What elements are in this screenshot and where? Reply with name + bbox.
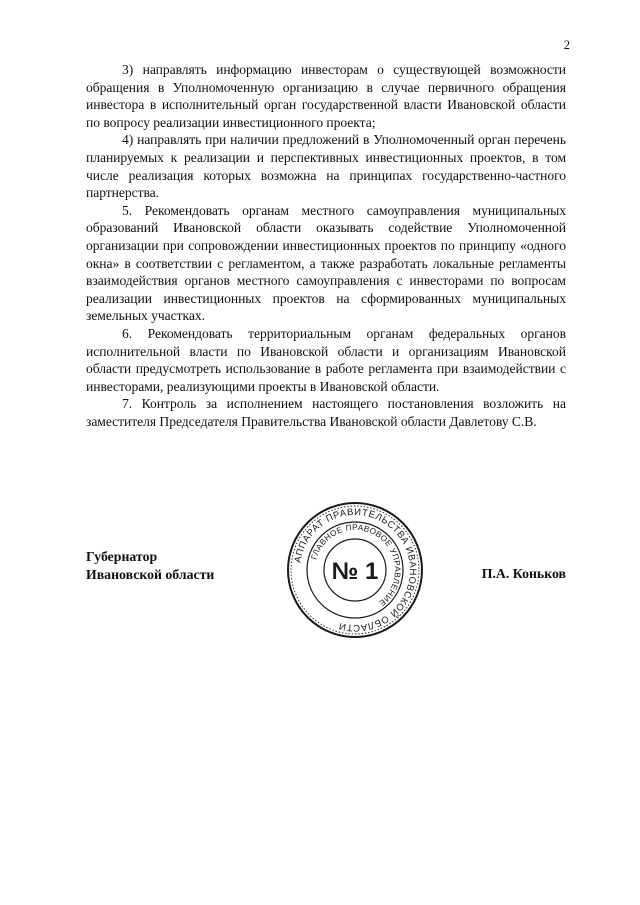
paragraph-clause-7: 7. Контроль за исполнением настоящего постановления возложить на заместителя Председателя Правительства Ивановской области Давлетову С.В. <box>86 396 566 429</box>
signatory-position-line2: Ивановской области <box>86 566 215 582</box>
signatory-name: П.А. Коньков <box>481 566 566 581</box>
seal-inner-text: ГЛАВНОЕ ПРАВОВОЕ УПРАВЛЕНИЕ <box>309 522 403 609</box>
seal-outer-text: АППАРАТ ПРАВИТЕЛЬСТВА ИВАНОВСКОЙ ОБЛАСТИ <box>292 506 419 634</box>
signatory-position-line1: Губернатор <box>86 549 158 564</box>
paragraph-clause-5: 5. Рекомендовать органам местного самоуправления муниципальных образований Ивановской области оказывать содействие Уполномоченной организации при сопровождении инвестиционных проектов по принципу «одного окна» в соответствии с регламентом, а также разработать локальные регламенты взаимодействия органов местного самоуправления с инвесторами по вопросам реализации инвестиционных проектов на сформированных муниципальных земельных участках. <box>86 202 566 324</box>
official-seal-stamp <box>286 501 424 639</box>
document-body <box>86 61 566 430</box>
paragraph-item-3: 3) направлять информацию инвесторам о существующей возможности обращения в Уполномоченную организацию в случае первичного обращения инвестора в исполнительный орган государственной власти Ивановской области по вопросу реализации инвестиционного проекта; <box>86 62 566 130</box>
paragraph-item-4: 4) направлять при наличии предложений в Уполномоченный орган перечень планируемых к реализации и перспективных инвестиционных проектов, в том числе реализация которых возможна на принципах государственно-частного партнерства. <box>86 132 566 201</box>
signatory-title <box>86 548 214 583</box>
seal-number: № 1 <box>331 558 379 585</box>
page-number: 2 <box>563 38 570 52</box>
paragraph-clause-6: 6. Рекомендовать территориальным органам федеральных органов исполнительной власти по Ивановской области и организациям Ивановской области предусмотреть использование в работе регламента при взаимодействии с инвесторами, реализующими проекты в Ивановской области. <box>86 325 566 394</box>
